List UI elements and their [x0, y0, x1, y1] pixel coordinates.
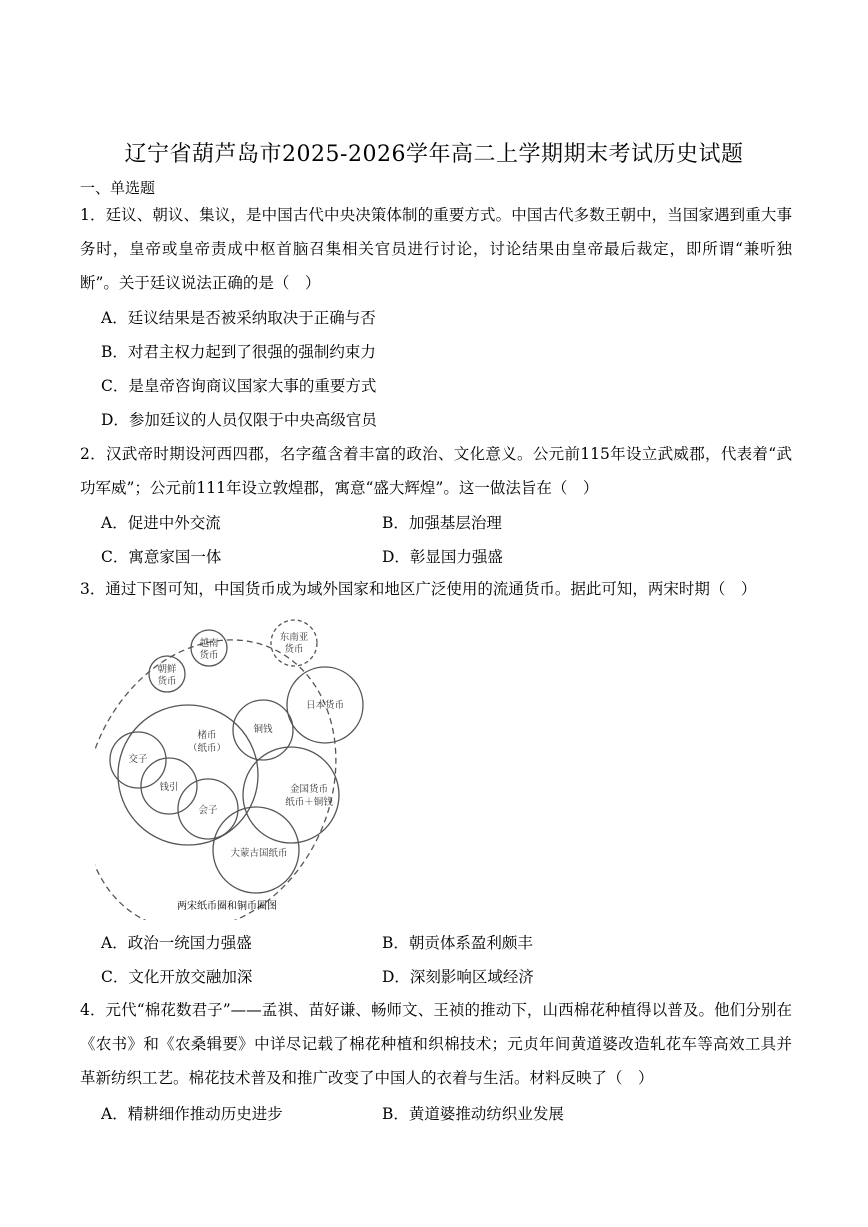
label-chubi-2: （纸币） [187, 743, 227, 754]
label-korea-1: 朝鲜 [157, 664, 177, 675]
page-title: 辽宁省葫芦岛市2025-2026学年高二上学期期末考试历史试题 [124, 142, 744, 167]
label-qianyin: 钱引 [159, 782, 179, 793]
question-4-stem: 4．元代“棉花数君子”——孟祺、苗好谦、畅师文、王祯的推动下，山西棉花种植得以普及。他们分别在《农书》和《农桑辑要》中详尽记载了棉花种植和织棉技术；元贞年间黄道婆改造轧花车等高效工具并革新纺织工艺。棉花技术普及和推广改变了中国人的衣着与生活。材料反映了（ ） [80, 1001, 792, 1087]
label-mongol: 大蒙古国纸币 [230, 848, 288, 859]
southeast-asia-circle [271, 620, 317, 666]
q1-option-b: B．对君主权力起到了很强的强制约束力 [101, 343, 376, 361]
q4-option-b: B．黄道婆推动纺织业发展 [382, 1105, 564, 1123]
question-2-stem: 2．汉武帝时期设河西四郡，名字蕴含着丰富的政治、文化意义。公元前115年设立武威郡，代表着“武功军威”；公元前111年设立敦煌郡，寓意“盛大辉煌”。这一做法旨在（ ） [80, 445, 792, 497]
q3-option-b: B．朝贡体系盈利颇丰 [382, 934, 533, 952]
label-korea-2: 货币 [157, 676, 177, 687]
jin-currency-circle [243, 747, 339, 843]
q1-option-c: C．是皇帝咨询商议国家大事的重要方式 [101, 377, 377, 395]
q2-option-b: B．加强基层治理 [382, 514, 502, 532]
label-sea-2: 货币 [284, 644, 304, 655]
currency-circle-diagram [95, 610, 395, 920]
label-jiaozi: 交子 [128, 754, 148, 765]
q2-option-c: C．寓意家国一体 [101, 548, 222, 566]
label-huizi: 会子 [198, 805, 218, 816]
question-3-stem: 3．通过下图可知，中国货币成为域外国家和地区广泛使用的流通货币。据此可知，两宋时期（ ） [80, 580, 757, 598]
q1-option-d: D．参加廷议的人员仅限于中央高级官员 [101, 411, 377, 429]
label-vietnam-2: 货币 [199, 650, 219, 661]
q2-option-a: A．促进中外交流 [101, 514, 221, 532]
label-chubi-1: 楮币 [197, 730, 217, 741]
q4-option-a: A．精耕细作推动历史进步 [101, 1105, 283, 1123]
label-sea-1: 东南亚 [279, 632, 309, 643]
label-jin-2: 纸币＋铜钱 [285, 797, 333, 808]
q3-option-c: C．文化开放交融加深 [101, 968, 253, 986]
q3-option-a: A．政治一统国力强盛 [101, 934, 252, 952]
q2-option-d: D．彰显国力强盛 [382, 548, 503, 566]
paper-currency-boundary [95, 610, 382, 920]
label-vietnam-1: 越南 [199, 638, 219, 649]
figure-caption: 两宋纸币圈和铜币圈图 [177, 901, 277, 912]
question-1-stem: 1．廷议、朝议、集议，是中国古代中央决策体制的重要方式。中国古代多数王朝中，当国家遇到重大事务时，皇帝或皇帝责成中枢首脑召集相关官员进行讨论，讨论结果由皇帝最后裁定，即所谓“兼听独断”。关于廷议说法正确的是（ ） [80, 206, 792, 292]
chuzi-circle [118, 705, 258, 845]
label-copper: 铜钱 [253, 724, 273, 735]
label-japan: 日本货币 [305, 700, 345, 711]
q3-option-d: D．深刻影响区域经济 [382, 968, 534, 986]
label-jin-1: 金国货币 [289, 784, 329, 795]
section-heading: 一、单选题 [80, 179, 156, 197]
q1-option-a: A．廷议结果是否被采纳取决于正确与否 [101, 309, 376, 327]
